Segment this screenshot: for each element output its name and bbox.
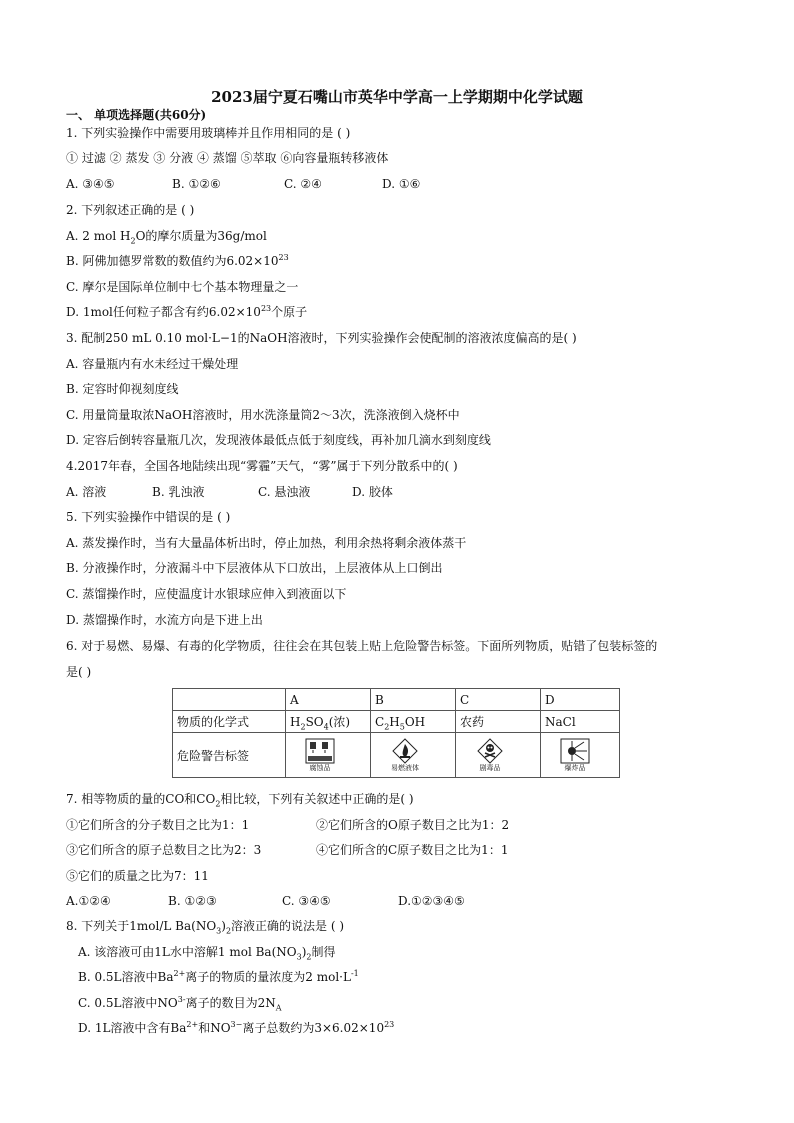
question-8-option-d: D. 1L溶液中含有$Ba^{2+}$和$NO^{3-}$离子总数约为$3\times 6.02\times 10^{23}$ — [78, 1020, 395, 1035]
question-8-option-c: C. 0.5L溶液中$NO^{3-}$离子的数目为$2N_A$ — [78, 995, 282, 1013]
table-header-cell: D — [541, 689, 620, 711]
table-header-row — [173, 689, 620, 711]
formula-b: $C_2H_5OH$ — [371, 711, 456, 733]
hazard-label-table — [172, 688, 620, 778]
question-3-stem: 3. 配制250 mL 0.10 mol·L−1的NaOH溶液时，下列实验操作会使配制的溶液浓度偏高的是( ) — [66, 331, 577, 345]
page-title: 2023届宁夏石嘴山市英华中学高一上学期期中化学试题 — [211, 88, 583, 106]
question-8-option-b: B. 0.5L溶液中$Ba^{2+}$离子的物质的量浓度为2 $mol\cdot L^{-1}$ — [78, 969, 359, 984]
table-header-cell: C — [456, 689, 541, 711]
formula-a: $H_2SO_4$(浓) — [286, 711, 371, 733]
question-7-statement-4: ④它们所含的C原子数目之比为1：1 — [316, 843, 509, 857]
question-4-option-b: B. 乳浊液 — [152, 485, 205, 499]
question-2-option-d: D. 1mol任何粒子都含有约$6.02\times 10^{23}$个原子 — [66, 304, 308, 319]
question-2-option-a: A. 2 mol $H_2O$的摩尔质量为36g/mol — [66, 229, 267, 246]
hazard-cell-a: 腐蚀品 — [286, 733, 371, 778]
row-label: 危险警告标签 — [173, 733, 286, 778]
question-1-option-d: D. ①⑥ — [382, 177, 421, 191]
question-7-stem: 7. 相等物质的量的CO和$CO_2$相比较，下列有关叙述中正确的是( ) — [66, 792, 414, 809]
table-header-cell: B — [371, 689, 456, 711]
row-label: 物质的化学式 — [173, 711, 286, 733]
question-6-stem-line-1: 6. 对于易燃、易爆、有毒的化学物质，往往会在其包装上贴上危险警告标签。下面所列物质，贴错了包装标签的 — [66, 639, 658, 653]
question-5-option-b: B. 分液操作时，分液漏斗中下层液体从下口放出，上层液体从上口倒出 — [66, 561, 443, 575]
skull-icon — [477, 738, 503, 764]
question-7-statement-2: ②它们所含的O原子数目之比为1：2 — [316, 818, 510, 832]
question-1-option-b: B. ①②⑥ — [172, 177, 221, 191]
table-row — [173, 733, 620, 778]
section-heading: 一、 单项选择题(共60分) — [66, 108, 207, 122]
hazard-cell-d: 爆炸品 — [541, 733, 620, 778]
question-5-option-a: A. 蒸发操作时，当有大量晶体析出时，停止加热，利用余热将剩余液体蒸干 — [66, 536, 467, 550]
question-3-option-d: D. 定容后倒转容量瓶几次，发现液体最低点低于刻度线，再补加几滴水到刻度线 — [66, 433, 491, 447]
flame-icon — [392, 738, 418, 764]
question-4-option-a: A. 溶液 — [66, 485, 107, 499]
table-header-cell — [173, 689, 286, 711]
question-4-option-d: D. 胶体 — [352, 485, 393, 499]
question-3-option-c: C. 用量筒量取浓NaOH溶液时，用水洗涤量筒2～3次，洗涤液倒入烧杯中 — [66, 408, 460, 422]
question-1-stem: 1. 下列实验操作中需要用玻璃棒并且作用相同的是 ( ) — [66, 126, 351, 140]
question-2-option-c: C. 摩尔是国际单位制中七个基本物理量之一 — [66, 280, 299, 294]
hazard-cell-b: 易燃液体 — [371, 733, 456, 778]
question-4-option-c: C. 悬浊液 — [258, 485, 311, 499]
question-3-option-a: A. 容量瓶内有水未经过干燥处理 — [66, 357, 239, 371]
question-7-option-c: C. ③④⑤ — [282, 894, 331, 908]
explosive-icon — [560, 738, 590, 764]
question-2-option-b: B. 阿佛加德罗常数的数值约为$6.02\times 10^{23}$ — [66, 253, 289, 268]
question-8-stem: 8. 下列关于1mol/L $Ba(NO_3)_2$溶液正确的说法是 ( ) — [66, 919, 345, 936]
question-7-statement-3: ③它们所含的原子总数目之比为2：3 — [66, 843, 262, 857]
hazard-cell-c: 剧毒品 — [456, 733, 541, 778]
question-7-statement-5: ⑤它们的质量之比为7：11 — [66, 869, 209, 883]
question-4-stem: 4.2017年春，全国各地陆续出现“雾霾”天气，“雾”属于下列分散系中的( ) — [66, 459, 458, 473]
question-1-items: ① 过滤 ② 蒸发 ③ 分液 ④ 蒸馏 ⑤萃取 ⑥向容量瓶转移液体 — [66, 151, 389, 165]
table-row — [173, 711, 620, 733]
question-7-option-a: A.①②④ — [66, 894, 111, 908]
formula-c: 农药 — [456, 711, 541, 733]
question-2-stem: 2. 下列叙述正确的是 ( ) — [66, 203, 195, 217]
corrosive-icon — [305, 738, 335, 764]
question-3-option-b: B. 定容时仰视刻度线 — [66, 382, 179, 396]
question-8-option-a: A. 该溶液可由1L水中溶解1 mol $Ba(NO_3)_2$制得 — [78, 945, 336, 962]
formula-d: NaCl — [541, 711, 620, 733]
question-5-option-c: C. 蒸馏操作时，应使温度计水银球应伸入到液面以下 — [66, 587, 347, 601]
question-7-option-d: D.①②③④⑤ — [398, 894, 465, 908]
question-6-stem-line-2: 是( ) — [66, 665, 92, 679]
question-5-stem: 5. 下列实验操作中错误的是 ( ) — [66, 510, 231, 524]
question-5-option-d: D. 蒸馏操作时，水流方向是下进上出 — [66, 613, 263, 627]
table-header-cell: A — [286, 689, 371, 711]
question-7-statement-1: ①它们所含的分子数目之比为1：1 — [66, 818, 250, 832]
question-7-option-b: B. ①②③ — [168, 894, 217, 908]
question-1-option-a: A. ③④⑤ — [66, 177, 115, 191]
question-1-option-c: C. ②④ — [284, 177, 322, 191]
